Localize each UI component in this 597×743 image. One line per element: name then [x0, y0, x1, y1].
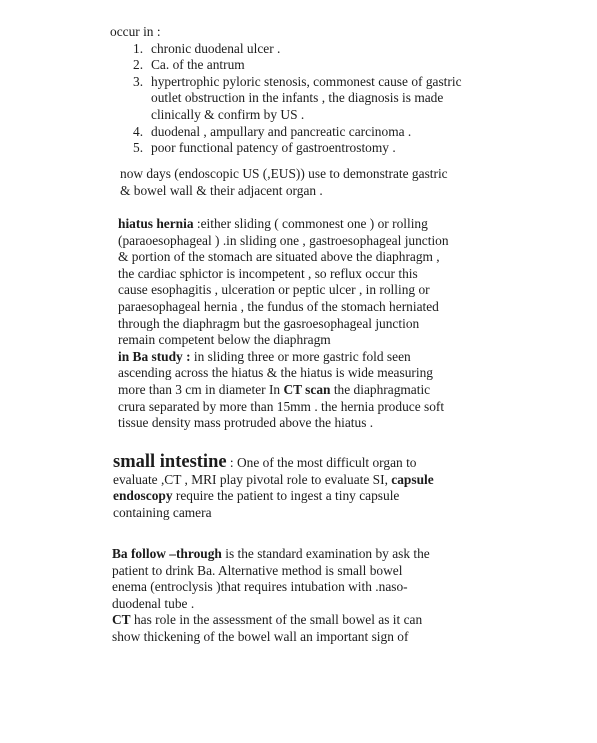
- list-item: [133, 140, 462, 157]
- paragraph-line: duodenal tube .: [112, 595, 195, 611]
- paragraph-line: the diaphragmatic: [330, 381, 431, 397]
- paragraph-line: show thickening of the bowel wall an important sign of: [112, 628, 409, 644]
- endoscopy-term: endoscopy: [113, 488, 173, 504]
- paragraph-line: enema (entroclysis )that requires intubation with .naso-: [112, 579, 408, 595]
- paragraph-line: (paraoesophageal ) .in sliding one , gastroesophageal junction: [118, 232, 449, 248]
- list-text: hypertrophic pyloric stenosis, commonest cause of gastric: [151, 73, 462, 89]
- paragraph-line: more than 3 cm in diameter In: [118, 381, 284, 397]
- small-intestine-heading: small intestine: [113, 452, 227, 472]
- paragraph-line: & portion of the stomach are situated above the diaphragm ,: [118, 249, 440, 265]
- list-item: [133, 74, 462, 124]
- hiatus-heading: hiatus hernia: [118, 216, 194, 231]
- ct-heading: CT: [112, 612, 131, 628]
- causes-section: [110, 24, 462, 157]
- paragraph-line: has role in the assessment of the small bowel as it can: [130, 612, 423, 628]
- ba-follow-heading: Ba follow –through: [112, 546, 222, 561]
- list-text: duodenal , ampullary and pancreatic carcinoma .: [151, 123, 412, 139]
- paragraph-line: remain competent below the diaphragm: [118, 332, 331, 348]
- paragraph-line: paraesophageal hernia , the fundus of the stomach herniated: [118, 298, 439, 314]
- list-item: [133, 41, 462, 58]
- list-item: [133, 57, 462, 74]
- list-text: outlet obstruction in the infants , the diagnosis is made: [151, 90, 444, 106]
- list-number: 5.: [133, 140, 144, 156]
- list-number: 2.: [133, 57, 144, 73]
- paragraph-line: require the patient to ingest a tiny capsule: [172, 488, 400, 504]
- hiatus-hernia-paragraph: [118, 216, 449, 432]
- eus-paragraph: [120, 166, 448, 199]
- paragraph-line: crura separated by more than 15mm . the hernia produce soft: [118, 398, 445, 414]
- paragraph-line: the cardiac sphictor is incompetent , so reflux occur this: [118, 265, 418, 281]
- list-number: 1.: [133, 40, 144, 56]
- ba-follow-through-paragraph: [112, 546, 430, 646]
- list-text: Ca. of the antrum: [151, 57, 245, 73]
- ct-scan-heading: CT scan: [283, 381, 331, 397]
- causes-list: [110, 41, 462, 157]
- paragraph-line: is the standard examination by ask the: [221, 546, 430, 561]
- capsule-term: capsule: [391, 471, 434, 487]
- paragraph-line: containing camera: [113, 504, 212, 520]
- list-number: 3.: [133, 73, 144, 89]
- paragraph-line: : One of the most difficult organ to: [226, 455, 417, 470]
- small-intestine-paragraph: [113, 454, 434, 521]
- paragraph-line: tissue density mass protruded above the hiatus .: [118, 415, 374, 431]
- paragraph-line: through the diaphragm but the gasroesophageal junction: [118, 315, 420, 331]
- paragraph-line: & bowel wall & their adjacent organ .: [120, 182, 323, 198]
- list-text: clinically & confirm by US .: [151, 106, 305, 122]
- list-number: 4.: [133, 123, 144, 139]
- paragraph-line: evaluate ,CT , MRI play pivotal role to evaluate SI,: [113, 471, 392, 487]
- list-text: chronic duodenal ulcer .: [151, 40, 281, 56]
- paragraph-line: in sliding three or more gastric fold seen: [190, 348, 411, 364]
- paragraph-line: patient to drink Ba. Alternative method is small bowel: [112, 562, 403, 578]
- paragraph-line: :either sliding ( commonest one ) or rolling: [193, 216, 428, 231]
- paragraph-line: ascending across the hiatus & the hiatus is wide measuring: [118, 365, 433, 381]
- ba-study-heading: in Ba study :: [118, 348, 191, 364]
- intro-text: occur in :: [110, 24, 161, 39]
- list-text: poor functional patency of gastroentrostomy .: [151, 140, 396, 156]
- paragraph-line: now days (endoscopic US (,EUS)) use to demonstrate gastric: [120, 166, 448, 181]
- list-item: [133, 124, 462, 141]
- paragraph-line: cause esophagitis , ulceration or peptic ulcer , in rolling or: [118, 282, 430, 298]
